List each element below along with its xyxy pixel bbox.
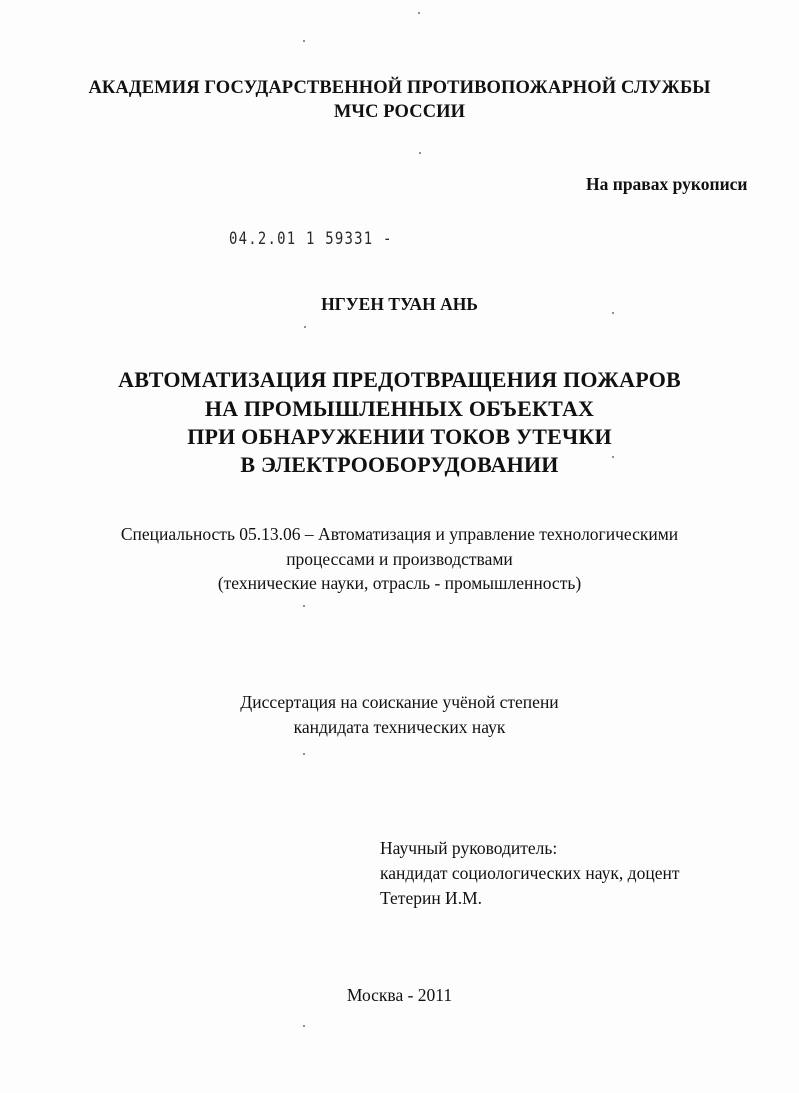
dissertation-line-1: Диссертация на соискание учёной степени — [240, 692, 559, 712]
institution-subtitle: МЧС РОССИИ — [333, 102, 466, 122]
title-line-4: В ЭЛЕКТРООБОРУДОВАНИИ — [240, 452, 559, 477]
specialty-line-1: Специальность 05.13.06 – Автоматизация и управление технологическими — [120, 524, 679, 544]
title-line-2: НА ПРОМЫШЛЕННЫХ ОБЪЕКТАХ — [204, 396, 595, 421]
institution-name: АКАДЕМИЯ ГОСУДАРСТВЕННОЙ ПРОТИВОПОЖАРНОЙ СЛУЖБЫ — [88, 78, 711, 98]
rights-note: На правах рукописи — [586, 174, 748, 194]
supervisor-label: Научный руководитель: — [380, 838, 558, 858]
scan-speck — [303, 1025, 305, 1027]
title-line-3: ПРИ ОБНАРУЖЕНИИ ТОКОВ УТЕЧКИ — [187, 424, 612, 449]
supervisor-degree: кандидат социологических наук, доцент — [380, 863, 680, 883]
specialty-line-2: процессами и производствами — [286, 549, 513, 569]
scan-speck — [303, 40, 305, 42]
place-year: Москва - 2011 — [346, 985, 453, 1005]
dissertation-line-2: кандидата технических наук — [293, 717, 506, 737]
scan-speck — [304, 326, 306, 328]
specialty-line-3: (технические науки, отрасль - промышленность) — [217, 573, 582, 593]
scan-speck — [303, 753, 305, 755]
author-name: НГУЕН ТУАН АНЬ — [321, 294, 478, 314]
supervisor-name: Тетерин И.М. — [380, 888, 483, 908]
title-line-1: АВТОМАТИЗАЦИЯ ПРЕДОТВРАЩЕНИЯ ПОЖАРОВ — [118, 367, 681, 392]
scan-speck — [418, 12, 420, 14]
scan-speck — [303, 605, 305, 607]
scan-speck — [419, 152, 421, 154]
registration-stamp: 04.2.01 1 59331 - — [229, 229, 393, 249]
